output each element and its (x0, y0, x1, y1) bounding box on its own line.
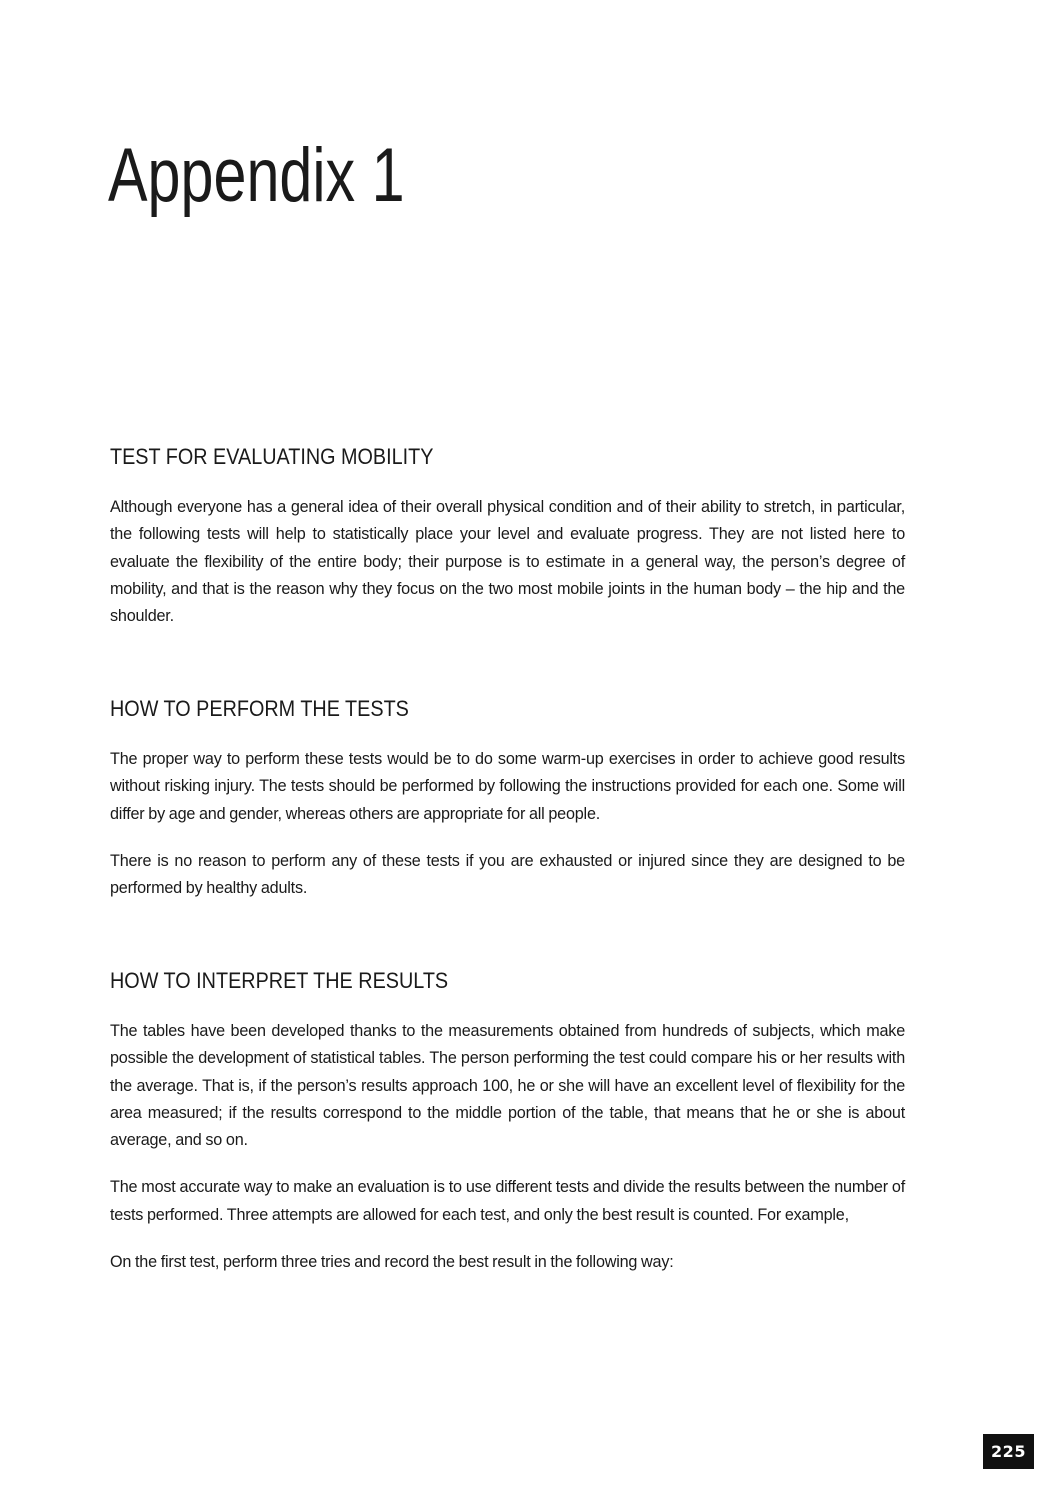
paragraph: The most accurate way to make an evaluation is to use different tests and divide the results between the number of tests performed. Three attempts are allowed for each test, and only the best result is counted. For example, (110, 1178, 905, 1224)
section-evaluating-mobility (110, 440, 905, 692)
paragraph: There is no reason to perform any of these tests if you are exhausted or injured since they are designed to be performed by healthy adults. (110, 851, 905, 898)
paragraph: The tables have been developed thanks to the measurements obtained from hundreds of subjects, which make possible the development of statistical tables. The person performing the test could compare his or her results with the average. That is, if the person’s results approach 100, he or she will have an excellent level of flexibility for the area measured; if the results correspond to the middle portion of the table, that means that he or she is about average, and so on. (110, 1022, 905, 1150)
page-number-badge: 225 (983, 1434, 1034, 1469)
section-heading: HOW TO PERFORM THE TESTS (110, 696, 409, 721)
paragraph: Although everyone has a general idea of their overall physical condition and of their ability to stretch, in particular, the following tests will help to statistically place your level and evaluate progress. They are not listed here to evaluate the flexibility of the entire body; their purpose is to estimate in a general way, the person’s degree of mobility, and that is the reason why they focus on the two most mobile joints in the human body – the hip and the shoulder. (110, 498, 905, 626)
page-title: Appendix 1 (108, 133, 405, 218)
section-heading: TEST FOR EVALUATING MOBILITY (110, 444, 434, 469)
section-interpret-results (110, 964, 905, 1276)
section-heading: HOW TO INTERPRET THE RESULTS (110, 968, 449, 993)
paragraph: On the first test, perform three tries and record the best result in the following way: (110, 1253, 674, 1272)
section-perform-tests (110, 692, 905, 964)
paragraph: The proper way to perform these tests would be to do some warm-up exercises in order to achieve good results without risking injury. The tests should be performed by following the instructions provided for each one. Some will differ by age and gender, whereas others are appropriate for all people. (110, 750, 905, 823)
page-content (110, 440, 905, 1296)
